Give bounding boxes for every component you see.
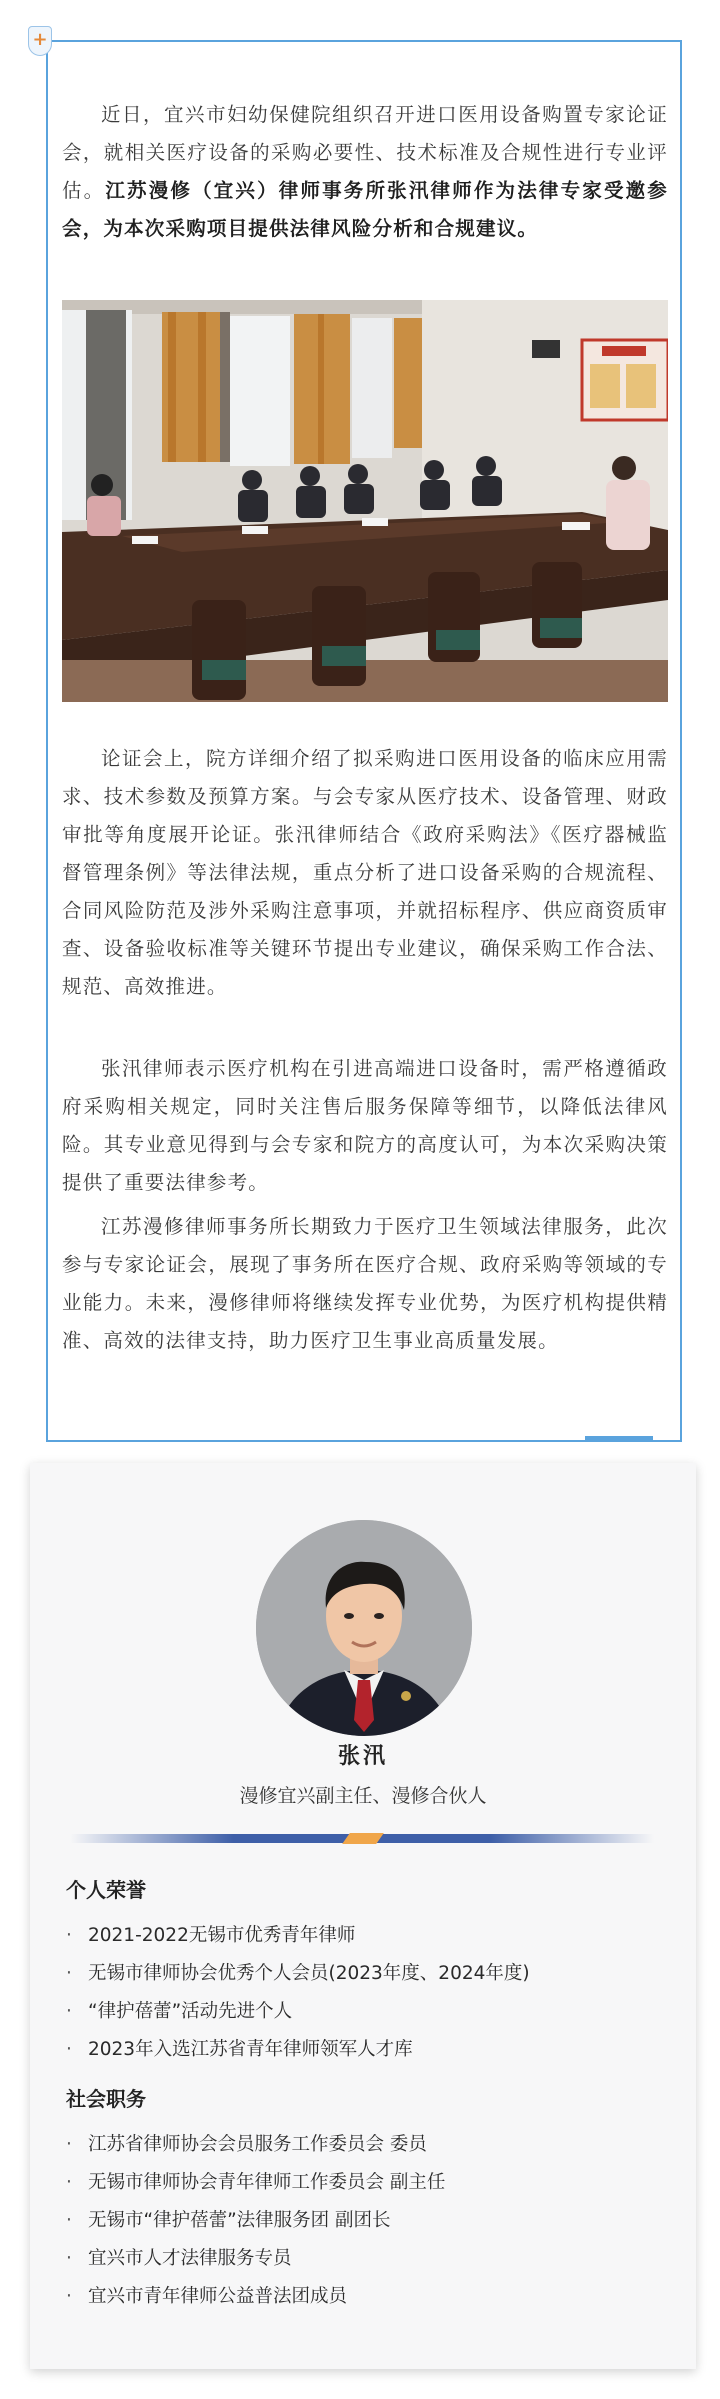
- duties-heading: 社会职务: [66, 2087, 146, 2111]
- lawyer-title: 漫修宜兴副主任、漫修合伙人: [239, 1785, 487, 1807]
- honor-text: “律护蓓蕾”活动先进个人: [88, 2001, 293, 2022]
- honor-text: 无锡市律师协会优秀个人会员(2023年度、2024年度): [88, 1963, 530, 1984]
- bullet-icon: ·: [66, 1963, 72, 1984]
- intro-highlight-text: 江苏漫修（宜兴）律师事务所张汛律师作为法律专家受邀参会，为本次采购项目提供法律风险分析和合规建议。: [62, 179, 668, 240]
- frame-accent-bar: [585, 1436, 653, 1441]
- honors-list: [66, 1917, 530, 2069]
- bullet-icon: ·: [66, 2001, 72, 2022]
- list-item: [66, 1917, 530, 1955]
- honor-text: 2023年入选江苏省青年律师领军人才库: [88, 2039, 413, 2060]
- plus-icon: +: [28, 26, 52, 56]
- article-paragraph-discussion: 论证会上，院方详细介绍了拟采购进口医用设备的临床应用需求、技术参数及预算方案。与会专家从医疗技术、设备管理、财政审批等角度展开论证。张汛律师结合《政府采购法》《医疗器械监督管理条例》等法律法规，重点分析了进口设备采购的合规流程、合同风险防范及涉外采购注意事项，并就招标程序、供应商资质审查、设备验收标准等关键环节提出专业建议，确保采购工作合法、规范、高效推进。: [62, 747, 668, 998]
- list-item: [66, 2278, 445, 2316]
- bullet-icon: ·: [66, 2210, 72, 2231]
- duty-text: 江苏省律师协会会员服务工作委员会 委员: [88, 2134, 427, 2155]
- article-paragraph-intro: [62, 96, 668, 248]
- avatar: [256, 1520, 472, 1736]
- list-item: [66, 2126, 445, 2164]
- duty-text: 无锡市“律护蓓蕾”法律服务团 副团长: [88, 2210, 391, 2231]
- lawyer-profile-card: [30, 1463, 696, 2369]
- article-paragraph-firm: 江苏漫修律师事务所长期致力于医疗卫生领域法律服务，此次参与专家论证会，展现了事务所在医疗合规、政府采购等领域的专业能力。未来，漫修律师将继续发挥专业优势，为医疗机构提供精准、高效的法律支持，助力医疗卫生事业高质量发展。: [62, 1215, 668, 1352]
- duties-list: [66, 2126, 445, 2316]
- list-item: [66, 2240, 445, 2278]
- article-paragraph-opinion: 张汛律师表示医疗机构在引进高端进口设备时，需严格遵循政府采购相关规定，同时关注售后服务保障等细节，以降低法律风险。其专业意见得到与会专家和院方的高度认可，为本次采购决策提供了重要法律参考。: [62, 1057, 668, 1194]
- list-item: [66, 2164, 445, 2202]
- intro-text: 近日，宜兴市妇幼保健院组织召开进口医用设备购置专家论证会，就相关医疗设备的采购必要性、技术标准及合规性进行专业评估。: [62, 103, 668, 202]
- bullet-icon: ·: [66, 2248, 72, 2269]
- lawyer-name: 张汛: [337, 1744, 388, 1769]
- honor-text: 2021-2022无锡市优秀青年律师: [88, 1925, 356, 1946]
- meeting-photo: [62, 300, 668, 702]
- list-item: [66, 1955, 530, 1993]
- bullet-icon: ·: [66, 1925, 72, 1946]
- duty-text: 宜兴市人才法律服务专员: [88, 2248, 292, 2269]
- honors-heading: 个人荣誉: [66, 1878, 146, 1902]
- duty-text: 无锡市律师协会青年律师工作委员会 副主任: [88, 2172, 446, 2193]
- list-item: [66, 2031, 530, 2069]
- duty-text: 宜兴市青年律师公益普法团成员: [88, 2286, 348, 2307]
- bullet-icon: ·: [66, 2039, 72, 2060]
- list-item: [66, 2202, 445, 2240]
- list-item: [66, 1993, 530, 2031]
- bullet-icon: ·: [66, 2172, 72, 2193]
- bullet-icon: ·: [66, 2134, 72, 2155]
- bullet-icon: ·: [66, 2286, 72, 2307]
